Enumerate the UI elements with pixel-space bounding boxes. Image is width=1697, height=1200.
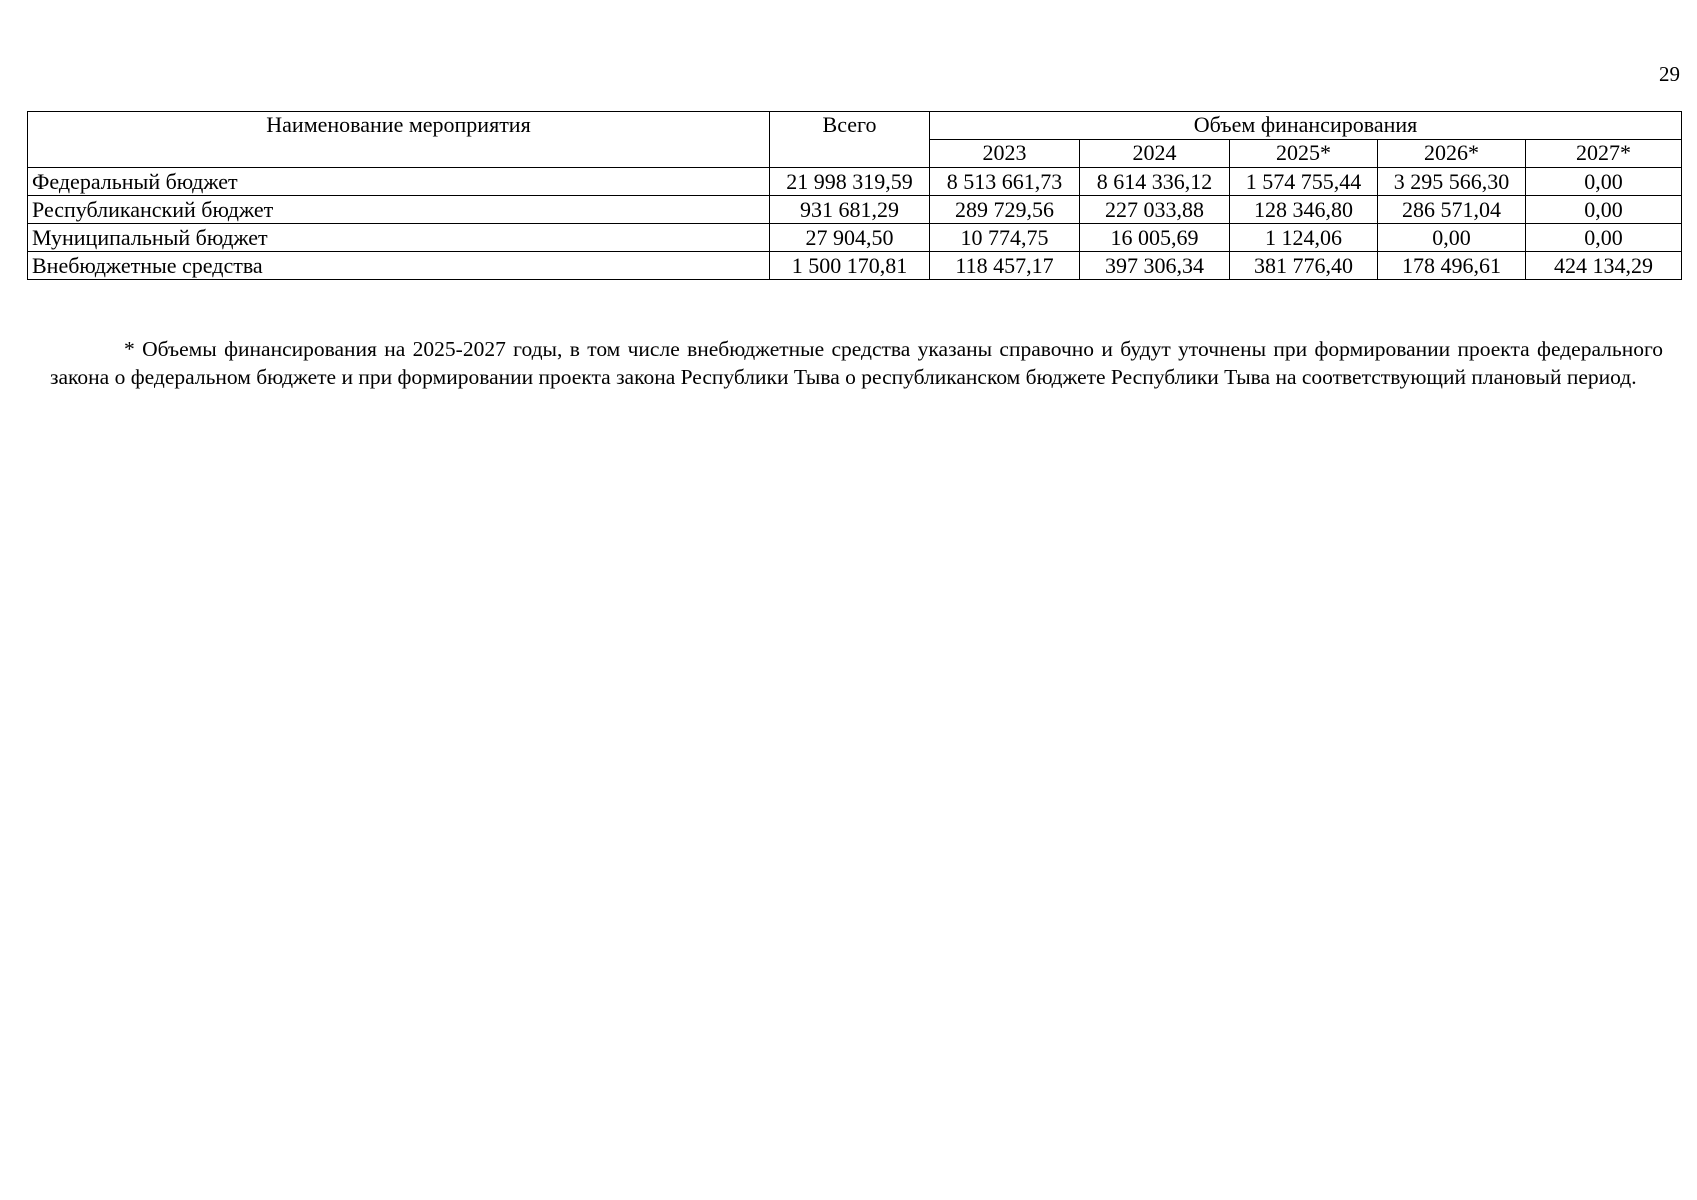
table-header-row [28, 112, 1682, 140]
row-name: Республиканский бюджет [28, 196, 770, 224]
row-value: 0,00 [1378, 224, 1526, 252]
header-financing-group: Объем финансирования [930, 112, 1682, 140]
header-year: 2023 [930, 140, 1080, 168]
row-value: 1 574 755,44 [1230, 168, 1378, 196]
row-value: 178 496,61 [1378, 252, 1526, 280]
row-value: 16 005,69 [1080, 224, 1230, 252]
header-year: 2024 [1080, 140, 1230, 168]
row-total: 21 998 319,59 [770, 168, 930, 196]
row-value: 289 729,56 [930, 196, 1080, 224]
table-row [28, 252, 1682, 280]
header-total: Всего [770, 112, 930, 168]
row-name: Внебюджетные средства [28, 252, 770, 280]
table-row [28, 168, 1682, 196]
row-name: Муниципальный бюджет [28, 224, 770, 252]
header-name: Наименование мероприятия [28, 112, 770, 168]
row-value: 381 776,40 [1230, 252, 1378, 280]
header-year: 2026* [1378, 140, 1526, 168]
row-value: 8 614 336,12 [1080, 168, 1230, 196]
row-value: 0,00 [1526, 168, 1682, 196]
row-value: 397 306,34 [1080, 252, 1230, 280]
row-value: 0,00 [1526, 224, 1682, 252]
row-value: 227 033,88 [1080, 196, 1230, 224]
row-total: 931 681,29 [770, 196, 930, 224]
row-value: 424 134,29 [1526, 252, 1682, 280]
financing-table [27, 111, 1682, 280]
table-row [28, 224, 1682, 252]
row-value: 8 513 661,73 [930, 168, 1080, 196]
row-value: 3 295 566,30 [1378, 168, 1526, 196]
page-number: 29 [1659, 62, 1680, 86]
row-value: 0,00 [1526, 196, 1682, 224]
row-value: 128 346,80 [1230, 196, 1378, 224]
table-row [28, 196, 1682, 224]
row-value: 1 124,06 [1230, 224, 1378, 252]
footnote: * Объемы финансирования на 2025-2027 годы, в том числе внебюджетные средства указаны справочно и будут уточнены при формировании проекта федерального закона о федеральном бюджете и при формировании проекта закона Республики Тыва о республиканском бюджете Республики Тыва на соответствующий плановый период. [50, 336, 1663, 389]
header-year: 2027* [1526, 140, 1682, 168]
row-total: 1 500 170,81 [770, 252, 930, 280]
row-value: 118 457,17 [930, 252, 1080, 280]
row-total: 27 904,50 [770, 224, 930, 252]
row-name: Федеральный бюджет [28, 168, 770, 196]
row-value: 10 774,75 [930, 224, 1080, 252]
header-year: 2025* [1230, 140, 1378, 168]
row-value: 286 571,04 [1378, 196, 1526, 224]
